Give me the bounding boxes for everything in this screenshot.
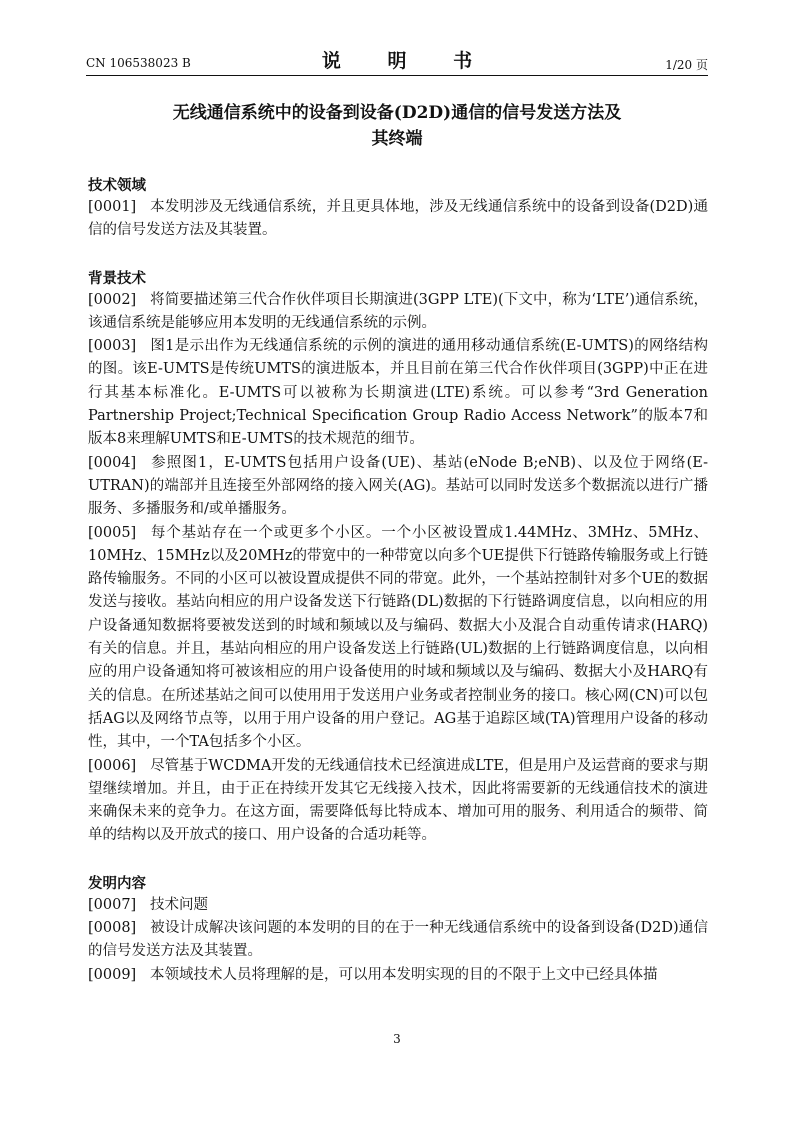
- paragraph-text: 被设计成解决该问题的本发明的目的在于一种无线通信系统中的设备到设备(D2D)通信的信号发送方法及其装置。: [88, 920, 708, 960]
- page-label: 1/20 页: [665, 58, 708, 72]
- paragraph-text: 将简要描述第三代合作伙伴项目长期演进(3GPP LTE)(下文中，称为‘LTE’)通信系统，该通信系统是能够应用本发明的无线通信系统的示例。: [88, 291, 708, 331]
- document-body: [88, 176, 708, 987]
- paragraph-number: [0002]: [88, 291, 137, 308]
- paragraph-number: [0008]: [88, 920, 137, 937]
- title-line-2: 其终端: [371, 129, 423, 149]
- document-title: [86, 100, 708, 152]
- paragraph-number: [0001]: [88, 199, 137, 215]
- title-line-1: 无线通信系统中的设备到设备(D2D)通信的信号发送方法及: [172, 103, 622, 123]
- paragraph-number: [0005]: [88, 524, 137, 541]
- paragraph-0004: [88, 452, 708, 522]
- document-type: 说 明 书: [321, 50, 493, 72]
- section-heading-summary: 发明内容: [88, 874, 146, 892]
- paragraph-0005: [88, 522, 708, 755]
- paragraph-0001: [88, 196, 708, 243]
- page-number: 3: [393, 1032, 401, 1046]
- paragraph-0003: [88, 335, 708, 451]
- paragraph-0007: [88, 894, 708, 917]
- paragraph-text: 本发明涉及无线通信系统，并且更具体地，涉及无线通信系统中的设备到设备(D2D)通信的信号发送方法及其装置。: [88, 199, 708, 239]
- paragraph-number: [0003]: [88, 338, 137, 355]
- section-heading-tech-field: 技术领域: [88, 177, 146, 194]
- paragraph-text: 技术问题: [150, 896, 208, 913]
- patent-number: CN 106538023 B: [86, 56, 191, 70]
- paragraph-0008: [88, 917, 708, 964]
- section-heading-background: 背景技术: [88, 269, 146, 287]
- paragraph-text: 尽管基于WCDMA开发的无线通信技术已经演进成LTE，但是用户及运营商的要求与期望继续增加。并且，由于正在持续开发其它无线接入技术，因此将需要新的无线通信技术的演进来确保未来的竞争力。在这方面，需要降低每比特成本、增加可用的服务、利用适合的频带、简单的结构以及开放式的接口、用户设备的合适功耗等。: [88, 757, 708, 844]
- page-header: [86, 46, 708, 76]
- paragraph-0002: [88, 289, 708, 336]
- paragraph-text: 图1是示出作为无线通信系统的示例的演进的通用移动通信系统(E-UMTS)的网络结构的图。该E-UMTS是传统UMTS的演进版本，并且目前在第三代合作伙伴项目(3GPP)中正在进行其基本标准化。E-UMTS可以被称为长期演进(LTE)系统。可以参考“3rd Generation Partnership Project;Technical Specification Group Radio Access Network”的版本7和版本8来理解UMTS和E-UMTS的技术规范的细节。: [88, 338, 708, 448]
- paragraph-0009: [88, 964, 708, 987]
- paragraph-text: 参照图1，E-UMTS包括用户设备(UE)、基站(eNode B;eNB)、以及位于网络(E-UTRAN)的端部并且连接至外部网络的接入网关(AG)。基站可以同时发送多个数据流以进行广播服务、多播服务和/或单播服务。: [88, 454, 708, 518]
- paragraph-0006: [88, 755, 708, 848]
- paragraph-text: 本领域技术人员将理解的是，可以用本发明实现的目的不限于上文中已经具体描: [150, 966, 658, 983]
- paragraph-number: [0004]: [88, 454, 137, 471]
- paragraph-number: [0009]: [88, 966, 137, 983]
- paragraph-number: [0006]: [88, 757, 137, 774]
- paragraph-number: [0007]: [88, 896, 137, 913]
- header-rule: [86, 75, 708, 76]
- paragraph-text: 每个基站存在一个或更多个小区。一个小区被设置成1.44MHz、3MHz、5MHz、10MHz、15MHz以及20MHz的带宽中的一种带宽以向多个UE提供下行链路传输服务或上行链路传输服务。不同的小区可以被设置成提供不同的带宽。此外，一个基站控制针对多个UE的数据发送与接收。基站向相应的用户设备发送下行链路(DL)数据的下行链路调度信息，以向相应的用户设备通知数据将要被发送到的时域和频域以及与编码、数据大小及混合自动重传请求(HARQ)有关的信息。并且，基站向相应的用户设备发送上行链路(UL)数据的上行链路调度信息，以向相应的用户设备通知将可被该相应的用户设备使用的时域和频域以及与编码、数据大小及HARQ有关的信息。在所述基站之间可以使用用于发送用户业务或者控制业务的接口。核心网(CN)可以包括AG以及网络节点等，以用于用户设备的用户登记。AG基于追踪区域(TA)管理用户设备的移动性，其中，一个TA包括多个小区。: [88, 524, 708, 751]
